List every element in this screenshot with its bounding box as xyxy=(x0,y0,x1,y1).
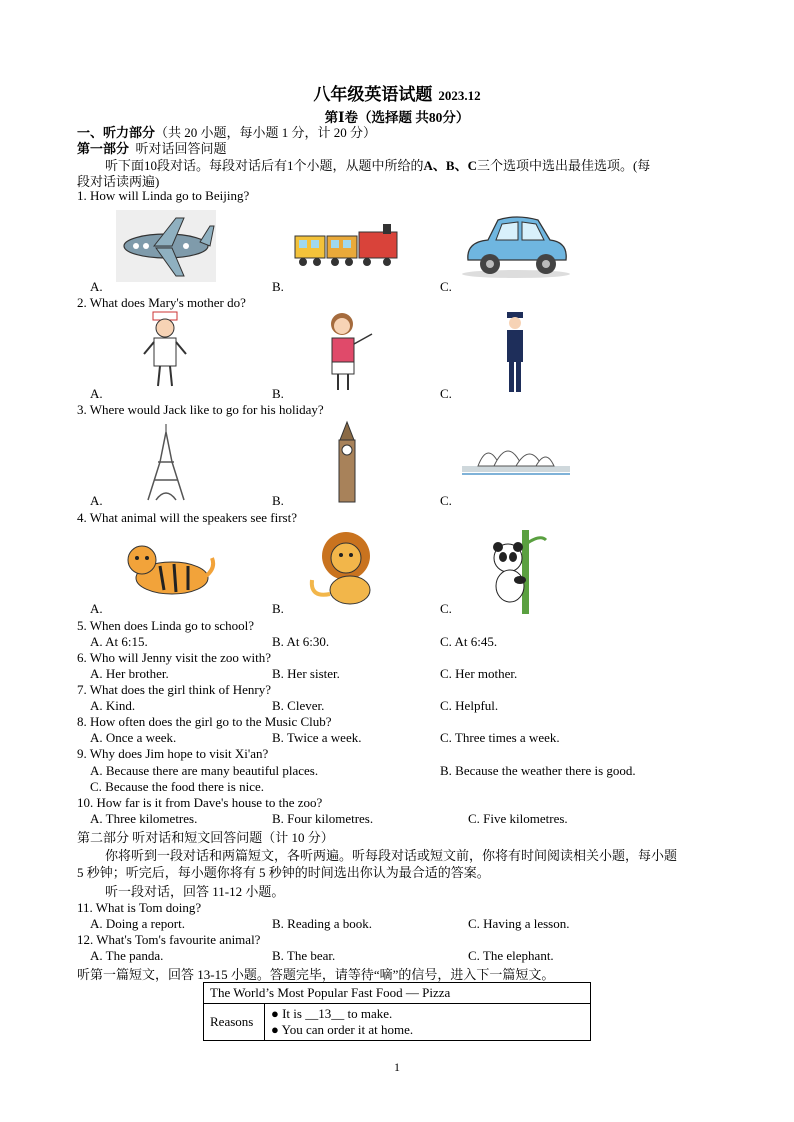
option-a-label: A. xyxy=(90,279,103,294)
info-table xyxy=(203,982,591,1041)
page-title: 八年级英语试题 2023.12 xyxy=(313,85,481,104)
option-c: C. Three times a week. xyxy=(440,730,560,745)
big-ben-icon xyxy=(334,420,360,504)
option-a: A. The panda. xyxy=(90,948,164,963)
option-a-label: A. xyxy=(90,601,103,616)
part2-heading: 第二部分 听对话和短文回答问题（计 10 分） xyxy=(77,830,334,845)
section-heading: 一、听力部分（共 20 小题，每小题 1 分，计 20 分） xyxy=(77,125,377,140)
option-a: A. Three kilometres. xyxy=(90,811,198,826)
option-c-label: C. xyxy=(440,279,452,294)
question: 2. What does Mary's mother do? xyxy=(77,295,246,310)
table-row-label: Reasons xyxy=(204,1004,265,1041)
part2-instructions-cont: 5 秒钟；听完后，每小题你将有 5 秒钟的时间选出你认为最合适的答案。 xyxy=(77,865,490,880)
option-b-label: B. xyxy=(272,279,284,294)
question: 4. What animal will the speakers see first? xyxy=(77,510,297,525)
option-b: B. Twice a week. xyxy=(272,730,362,745)
option-b-label: B. xyxy=(272,386,284,401)
question: 1. How will Linda go to Beijing? xyxy=(77,188,250,203)
option-b-label: B. xyxy=(272,601,284,616)
question: 7. What does the girl think of Henry? xyxy=(77,682,271,697)
option-b: B. Clever. xyxy=(272,698,325,713)
option-b: B. At 6:30. xyxy=(272,634,330,649)
option-b: B. Reading a book. xyxy=(272,916,373,931)
option-b: B. Her sister. xyxy=(272,666,340,681)
question: 12. What's Tom's favourite animal? xyxy=(77,932,261,947)
table-title: The World’s Most Popular Fast Food — Pizza xyxy=(204,983,591,1004)
table-cell xyxy=(265,1004,591,1041)
part2-instructions: 你将听到一段对话和两篇短文，各听两遍。听每段对话或短文前，你将有时间阅读相关小题，每小题 xyxy=(105,848,678,863)
option-a: A. Doing a report. xyxy=(90,916,185,931)
part1-instructions: 听下面10段对话。每段对话后有1个小题，从题中所给的A、B、C三个选项中选出最佳选项。(每 xyxy=(105,158,651,173)
option-b: B. Because the weather there is good. xyxy=(440,763,636,778)
option-a-label: A. xyxy=(90,386,103,401)
question: 8. How often does the girl go to the Music Club? xyxy=(77,714,332,729)
panda-icon xyxy=(478,524,548,614)
airplane-icon xyxy=(114,208,218,284)
question: 5. When does Linda go to school? xyxy=(77,618,255,633)
question: 3. Where would Jack like to go for his holiday? xyxy=(77,402,324,417)
option-b: B. The bear. xyxy=(272,948,336,963)
option-a: A. At 6:15. xyxy=(90,634,148,649)
option-a-label: A. xyxy=(90,493,103,508)
policewoman-icon xyxy=(500,310,530,398)
option-c-label: C. xyxy=(440,386,452,401)
option-b: B. Four kilometres. xyxy=(272,811,374,826)
option-c: C. Having a lesson. xyxy=(468,916,570,931)
lion-icon xyxy=(304,528,382,608)
option-c: C. Five kilometres. xyxy=(468,811,568,826)
option-a: A. Once a week. xyxy=(90,730,177,745)
eiffel-tower-icon xyxy=(144,422,188,502)
option-c-label: C. xyxy=(440,601,452,616)
table-item: ● You can order it at home. xyxy=(271,1022,414,1037)
part1-instructions-cont: 段对话读两遍) xyxy=(77,174,160,189)
question: 6. Who will Jenny visit the zoo with? xyxy=(77,650,272,665)
nurse-icon xyxy=(140,310,190,390)
option-a: A. Kind. xyxy=(90,698,136,713)
volume-title: 第Ⅰ卷（选择题 共80分） xyxy=(324,110,470,125)
teacher-icon xyxy=(318,310,376,394)
option-c-label: C. xyxy=(440,493,452,508)
option-b-label: B. xyxy=(272,493,284,508)
option-c: C. At 6:45. xyxy=(440,634,498,649)
question: 10. How far is it from Dave's house to the zoo? xyxy=(77,795,323,810)
tiger-icon xyxy=(120,528,216,604)
train-icon xyxy=(293,222,405,268)
table-item: ● It is __13__ to make. xyxy=(271,1006,393,1021)
option-a: A. Because there are many beautiful places. xyxy=(90,763,319,778)
passage-intro: 听第一篇短文，回答 13-15 小题。答题完毕，请等待“嘀”的信号，进入下一篇短文。 xyxy=(77,967,555,982)
sydney-opera-house-icon xyxy=(458,436,574,478)
car-icon xyxy=(458,212,574,278)
question: 9. Why does Jim hope to visit Xi'an? xyxy=(77,746,269,761)
dialogue-intro: 听一段对话，回答 11-12 小题。 xyxy=(105,884,285,899)
page-number: 1 xyxy=(394,1060,400,1074)
part1-heading: 第一部分 听对话回答问题 xyxy=(77,141,227,156)
option-c: C. Helpful. xyxy=(440,698,499,713)
option-c: C. Because the food there is nice. xyxy=(90,779,264,794)
option-c: C. The elephant. xyxy=(468,948,554,963)
option-a: A. Her brother. xyxy=(90,666,169,681)
question: 11. What is Tom doing? xyxy=(77,900,202,915)
option-c: C. Her mother. xyxy=(440,666,518,681)
